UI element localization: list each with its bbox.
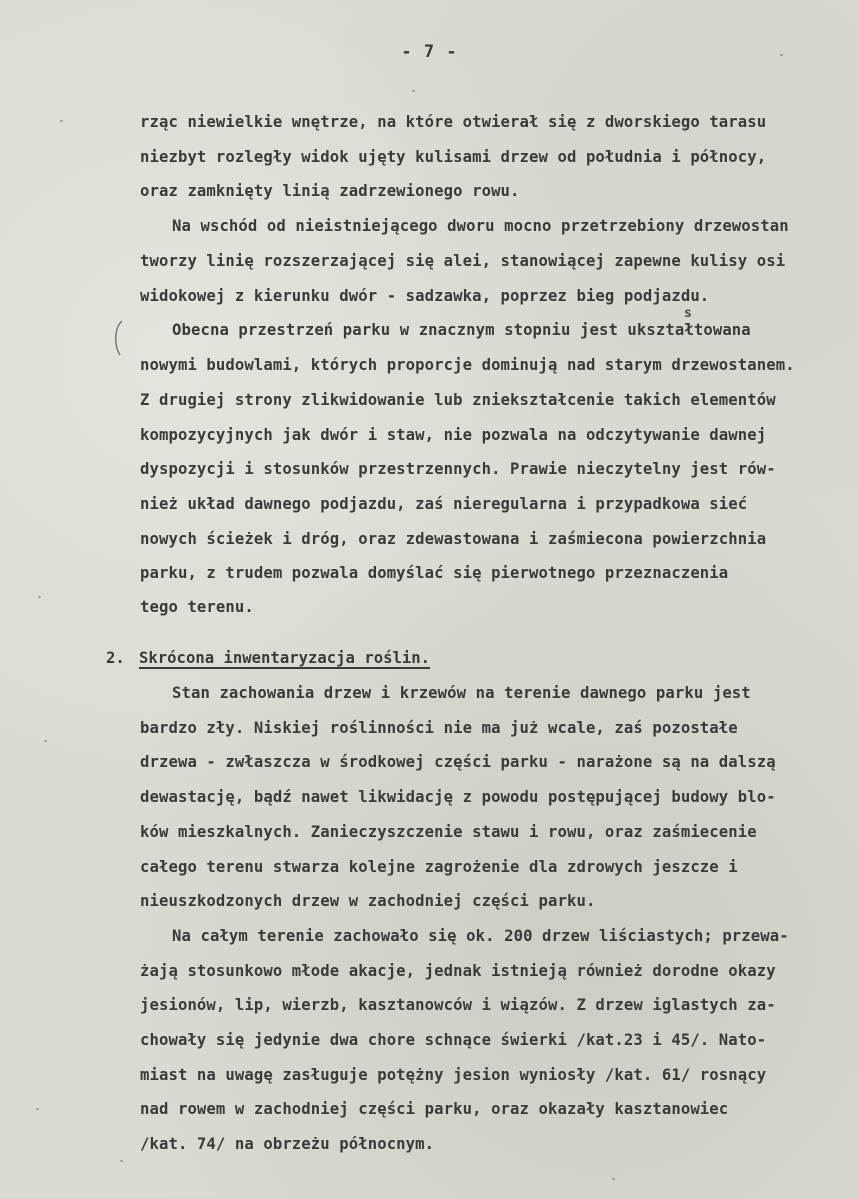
- text-line: kompozycyjnych jak dwór i staw, nie pozwala na odczytywanie dawnej: [140, 426, 767, 444]
- text-line: parku, z trudem pozwala domyślać się pierwotnego przeznaczenia: [140, 564, 729, 582]
- text-line: nowymi budowlami, których proporcje dominują nad starym drzewostanem.: [140, 356, 795, 374]
- text-line: tworzy linię rozszerzającej się alei, stanowiącej zapewne kulisy osi: [140, 252, 786, 270]
- paper-speck: [612, 1178, 615, 1180]
- text-line: nowych ścieżek i dróg, oraz zdewastowana i zaśmiecona powierzchnia: [140, 530, 767, 548]
- text-line: nieuszkodzonych drzew w zachodniej części parku.: [140, 892, 596, 910]
- text-line: miast na uwagę zasługuje potężny jesion wyniosły /kat. 61/ rosnący: [140, 1066, 767, 1084]
- text-line: widokowej z kierunku dwór - sadzawka, poprzez bieg podjazdu.: [140, 287, 710, 305]
- text-line: jesionów, lip, wierzb, kasztanowców i wiązów. Z drzew iglastych za-: [140, 996, 776, 1014]
- text-line: niezbyt rozległy widok ujęty kulisami drzew od południa i północy,: [140, 148, 767, 166]
- text-line: żają stosunkowo młode akacje, jednak istnieją również dorodne okazy: [140, 962, 776, 980]
- section-number: 2.: [106, 649, 125, 667]
- text-line: całego terenu stwarza kolejne zagrożenie dla zdrowych jeszcze i: [140, 858, 738, 876]
- paper-speck: [60, 120, 63, 122]
- text-line: Na całym terenie zachowało się ok. 200 drzew liściastych; przewa-: [172, 927, 789, 945]
- paper-speck: [780, 54, 783, 56]
- text-line: oraz zamknięty linią zadrzewionego rowu.: [140, 182, 520, 200]
- margin-bracket-mark: [108, 318, 128, 358]
- text-line: ków mieszkalnych. Zanieczyszczenie stawu i rowu, oraz zaśmiecenie: [140, 823, 757, 841]
- text-line: /kat. 74/ na obrzeżu północnym.: [140, 1135, 435, 1153]
- section-title: Skrócona inwentaryzacja roślin.: [139, 649, 431, 667]
- text-line: nież układ dawnego podjazdu, zaś nieregularna i przypadkowa sieć: [140, 495, 748, 513]
- page-number: - 7 -: [401, 42, 458, 62]
- paper-speck: [120, 1160, 123, 1162]
- paper-speck: [44, 740, 47, 742]
- text-line: Stan zachowania drzew i krzewów na terenie dawnego parku jest: [172, 684, 751, 702]
- text-line: Obecna przestrzeń parku w znacznym stopniu jest ukształtowana: [172, 321, 751, 339]
- paper-speck: [38, 596, 41, 598]
- text-line: dewastację, bądź nawet likwidację z powodu postępującej budowy blo-: [140, 788, 776, 806]
- handwritten-correction: s: [684, 306, 692, 321]
- text-line: bardzo zły. Niskiej roślinności nie ma już wcale, zaś pozostałe: [140, 719, 738, 737]
- text-line: dyspozycji i stosunków przestrzennych. Prawie nieczytelny jest rów-: [140, 460, 776, 478]
- paper-speck: [412, 90, 415, 92]
- text-line: Na wschód od nieistniejącego dworu mocno przetrzebiony drzewostan: [172, 217, 789, 235]
- text-line: Z drugiej strony zlikwidowanie lub zniekształcenie takich elementów: [140, 391, 776, 409]
- section-heading: [106, 648, 430, 668]
- paper-speck: [36, 1108, 39, 1110]
- text-line: tego terenu.: [140, 598, 254, 616]
- text-line: nad rowem w zachodniej części parku, oraz okazały kasztanowiec: [140, 1100, 729, 1118]
- text-line: rząc niewielkie wnętrze, na które otwierał się z dworskiego tarasu: [140, 113, 767, 131]
- text-line: drzewa - zwłaszcza w środkowej części parku - narażone są na dalszą: [140, 753, 776, 771]
- text-line: chowały się jedynie dwa chore schnące świerki /kat.23 i 45/. Nato-: [140, 1031, 767, 1049]
